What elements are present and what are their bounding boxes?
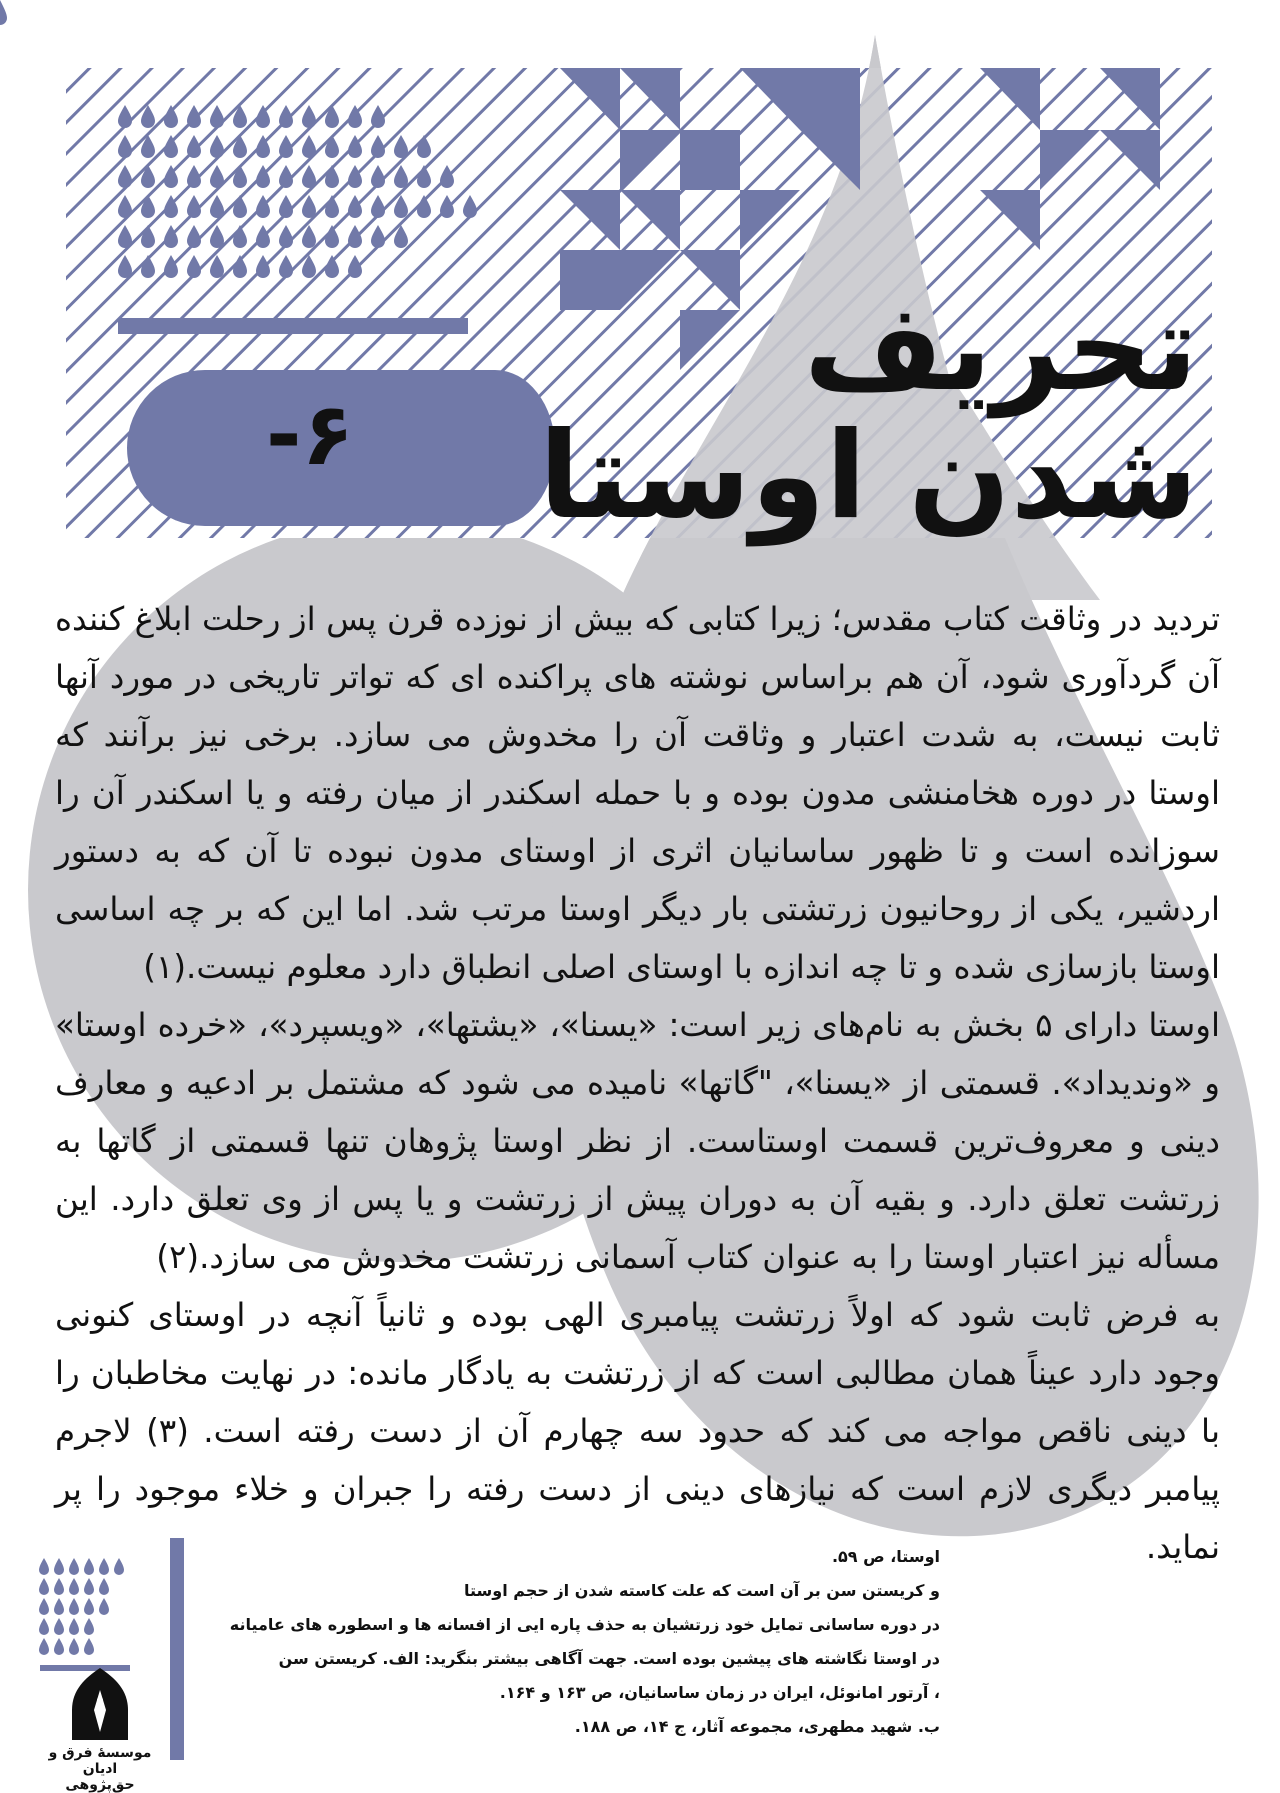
logo-teardrop	[84, 1578, 94, 1595]
logo-teardrop	[54, 1618, 64, 1635]
logo-teardrop	[99, 1598, 109, 1615]
teardrop-grid	[0, 0, 7, 25]
logo-teardrop	[84, 1598, 94, 1615]
logo-teardrop	[54, 1578, 64, 1595]
footnotes	[200, 1540, 940, 1744]
logo-teardrop	[39, 1638, 49, 1655]
paragraph-1: تردید در وثاقت کتاب مقدس؛ زیرا کتابی که بیش از نوزده قرن پس از رحلت ابلاغ کننده آن گردآوری شود، آن هم براساس نوشته های پراکنده ای که تواتر تاریخی در مورد آنها ثابت نیست، به شدت اعتبار و وثاقت آن را مخدوش می سازد. برخی نیز برآنند که اوستا در دوره هخامنشی مدون بوده و با حمله اسکندر از میان رفته و یا اسکندر آن را سوزانده است و تا ظهور ساسانیان اثری از اوستای مدون نبوده تا آن که به دستور اردشیر، یکی از روحانیون زرتشتی بار دیگر اوستا مرتب شد. اما این که بر چه اساسی اوستا بازسازی شده و تا چه اندازه با اوستای اصلی انطباق دارد معلوم نیست.(۱)	[55, 600, 1220, 986]
logo-teardrop	[69, 1598, 79, 1615]
logo-teardrop	[54, 1558, 64, 1575]
title-line-1: تحریف	[803, 279, 1198, 418]
logo-teardrop	[39, 1578, 49, 1595]
footnote-divider	[170, 1538, 184, 1760]
footnote: اوستا، ص ۵۹.	[831, 1547, 940, 1566]
logo-teardrop	[99, 1578, 109, 1595]
logo-teardrop	[39, 1598, 49, 1615]
logo-teardrop	[84, 1558, 94, 1575]
header-bar	[118, 318, 468, 334]
episode-number: ۶-	[265, 385, 355, 485]
footnote: ، آرتور امانوئل، ایران در زمان ساسانیان، ص ۱۶۳ و ۱۶۴.	[499, 1683, 940, 1702]
logo-teardrop	[54, 1638, 64, 1655]
body-text	[55, 590, 1220, 1576]
logo-teardrop	[69, 1558, 79, 1575]
logo-teardrop	[69, 1618, 79, 1635]
logo-teardrop	[69, 1638, 79, 1655]
logo-teardrop	[84, 1618, 94, 1635]
logo-teardrop	[99, 1558, 109, 1575]
institute-name	[30, 1745, 170, 1793]
paragraph-2: اوستا دارای ۵ بخش به نام‌های زیر است: «یسنا»، «یشتها»، «ویسپرد»، «خرده اوستا» و «وندیداد». قسمتی از «یسنا»، "گاتها» نامیده می شود که مشتمل بر ادعیه و معارف دینی و معروف‌ترین قسمت اوستاست. از نظر اوستا پژوهان تنها قسمتی از گاتها به زرتشت تعلق دارد. و بقیه آن به دوران پیش از زرتشت و یا پس از وی تعلق دارد. این مسأله نیز اعتبار اوستا را به عنوان کتاب آسمانی زرتشت مخدوش می سازد.(۲)	[55, 1006, 1220, 1276]
logo-teardrop	[84, 1638, 94, 1655]
logo-teardrop	[39, 1618, 49, 1635]
logo-teardrop	[114, 1558, 124, 1575]
institute-logo-icon	[30, 1550, 170, 1740]
institute-name-line-1: موسسهٔ فرق و ادیان	[48, 1745, 152, 1777]
institute-name-line-2: حق‌پژوهی	[65, 1777, 135, 1793]
logo-teardrop	[54, 1598, 64, 1615]
page-title	[538, 279, 1198, 546]
footnote: ب. شهید مطهری، مجموعه آثار، ج ۱۴، ص ۱۸۸.	[574, 1717, 940, 1736]
logo-teardrop	[39, 1558, 49, 1575]
logo-teardrop	[69, 1578, 79, 1595]
paragraph-3: به فرض ثابت شود که اولاً زرتشت پیامبری الهی بوده و ثانیاً آنچه در اوستای کنونی وجود دارد عیناً همان مطالبی است که از زرتشت به یادگار مانده: در نهایت مخاطبان را با دینی ناقص مواجه می کند که حدود سه چهارم آن از دست رفته است. (۳) لاجرم پیامبر دیگری لازم است که نیازهای دینی از دست رفته را جبران و خلاء موجود را پر نماید.	[55, 1296, 1220, 1566]
footnote: در دوره ساسانی تمایل خود زرتشیان به حذف پاره ‌ایی از افسانه ها و اسطوره های عامیانه	[229, 1615, 940, 1634]
footnote: در اوستا نگاشته های پیشین بوده است. جهت آگاهی بیشتر بنگرید: الف. کریستن سن	[278, 1649, 940, 1668]
footnote: و کریستن سن بر آن است که علت کاسته شدن از حجم اوستا	[464, 1581, 940, 1600]
title-line-2: شدن اوستا	[538, 407, 1198, 546]
